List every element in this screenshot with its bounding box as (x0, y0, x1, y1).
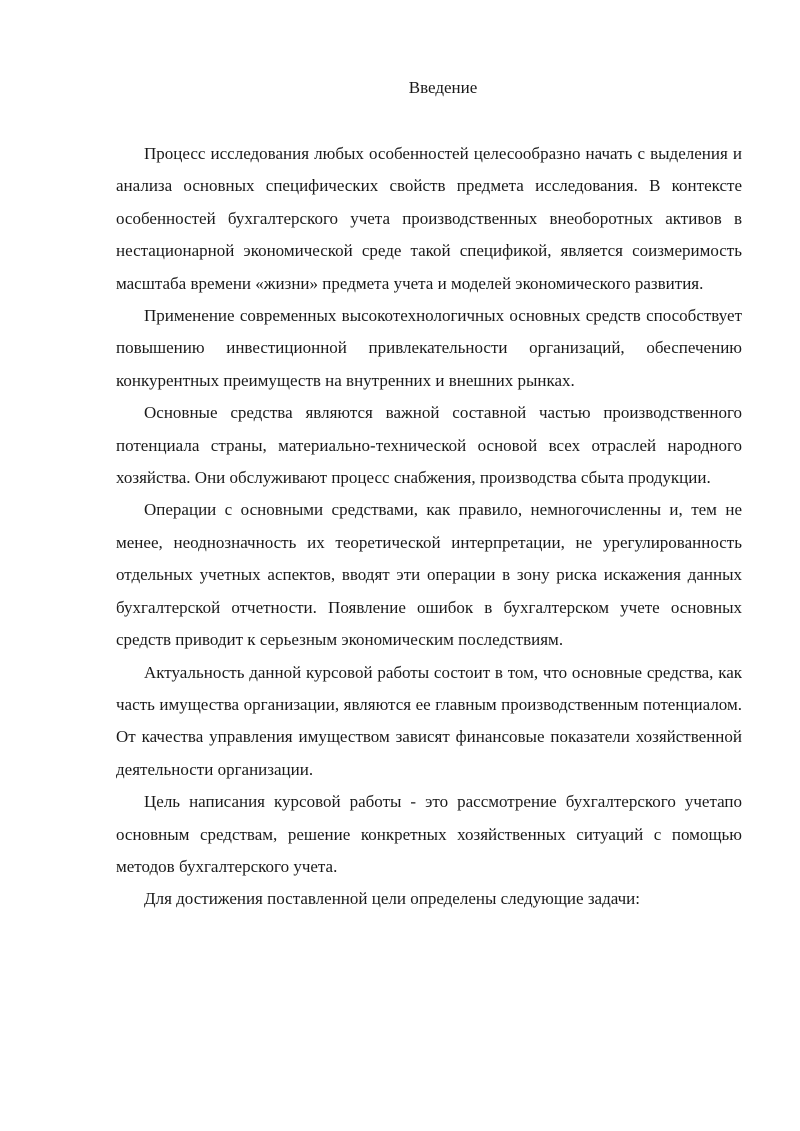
paragraph-3: Основные средства являются важной составной частью производственного потенциала страны, материально-технической основой всех отраслей народного хозяйства. Они обслуживают процесс снабжения, производства сбыта продукции. (116, 403, 742, 488)
paragraph-4: Операции с основными средствами, как правило, немногочисленны и, тем не менее, неоднозначность их теоретической интерпретации, не урегулированность отдельных учетных аспектов, вводят эти операции в зону риска искажения данных бухгалтерской отчетности. Появление ошибок в бухгалтерском учете основных средств приводит к серьезным экономическим последствиям. (116, 500, 742, 650)
paragraph-1: Процесс исследования любых особенностей целесообразно начать с выделения и анализа основных специфических свойств предмета исследования. В контексте особенностей бухгалтерского учета производственных внеоборотных активов в нестационарной экономической среде такой спецификой, является соизмеримость масштаба времени «жизни» предмета учета и моделей экономического развития. (116, 144, 742, 293)
paragraph-6: Цель написания курсовой работы - это рассмотрение бухгалтерского учетапо основным средствам, решение конкретных хозяйственных ситуаций с помощью методов бухгалтерского учета. (116, 792, 742, 876)
paragraph-5: Актуальность данной курсовой работы состоит в том, что основные средства, как часть имущества организации, являются ее главным производственным потенциалом. От качества управления имуществом зависят финансовые показатели хозяйственной деятельности организации. (116, 662, 742, 779)
paragraph-2: Применение современных высокотехнологичных основных средств способствует повышению инвестиционной привлекательности организаций, обеспечению конкурентных преимуществ на внутренних и внешних рынках. (116, 306, 742, 390)
paragraph-7: Для достижения поставленной цели определены следующие задачи: (144, 889, 640, 909)
document-body (116, 138, 742, 916)
page-title: Введение (408, 78, 478, 97)
